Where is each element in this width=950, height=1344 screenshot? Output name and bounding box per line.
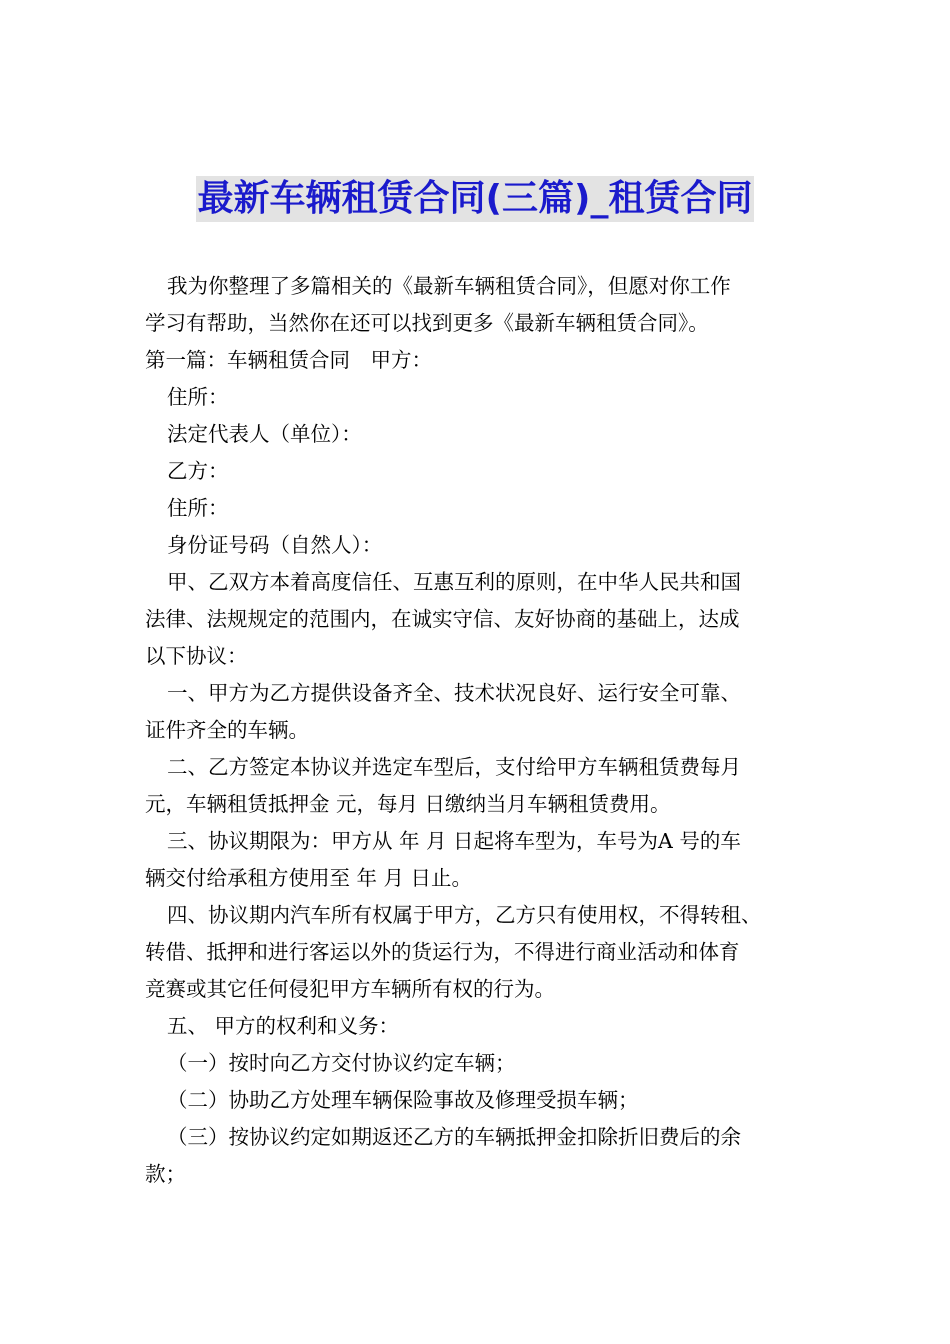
body-line: （二）协助乙方处理车辆保险事故及修理受损车辆； [167,1088,639,1112]
body-line: 四、协议期内汽车所有权属于甲方，乙方只有使用权，不得转租、 [167,903,762,927]
body-line: 辆交付给承租方使用至 年 月 日止。 [145,866,473,890]
body-line: 元，车辆租赁抵押金 元，每月 日缴纳当月车辆租赁费用。 [145,792,671,816]
body-line: 竞赛或其它任何侵犯甲方车辆所有权的行为。 [145,977,555,1001]
body-line: 法定代表人（单位）： [167,422,362,446]
body-line: 乙方： [167,459,229,483]
body-line: 二、乙方签定本协议并选定车型后，支付给甲方车辆租赁费每月 [167,755,741,779]
body-line: 款； [145,1162,186,1186]
body-line: 身份证号码（自然人）： [167,533,383,557]
body-line: 我为你整理了多篇相关的《最新车辆租赁合同》，但愿对你工作 [167,274,731,298]
body-line: （一）按时向乙方交付协议约定车辆； [167,1051,516,1075]
body-line: 证件齐全的车辆。 [145,718,309,742]
body-line: 五、 甲方的权利和义务： [167,1014,400,1038]
body-line: 住所： [167,496,229,520]
document-title: 最新车辆租赁合同(三篇)_租赁合同 [196,176,755,222]
body-line: 三、协议期限为：甲方从 年 月 日起将车型为，车号为A 号的车 [167,829,741,853]
title-container [0,176,950,222]
body-line: 以下协议： [145,644,248,668]
body-line: 第一篇：车辆租赁合同 甲方： [145,348,432,372]
body-line: 学习有帮助，当然你在还可以找到更多《最新车辆租赁合同》。 [145,311,709,335]
body-line: 甲、乙双方本着高度信任、互惠互利的原则，在中华人民共和国 [167,570,741,594]
body-line: 住所： [167,385,229,409]
body-line: 转借、抵押和进行客运以外的货运行为，不得进行商业活动和体育 [145,940,740,964]
body-line: 一、甲方为乙方提供设备齐全、技术状况良好、运行安全可靠、 [167,681,741,705]
body-line: 法律、法规规定的范围内，在诚实守信、友好协商的基础上，达成 [145,607,740,631]
document-body [145,268,807,1193]
body-line: （三）按协议约定如期返还乙方的车辆抵押金扣除折旧费后的余 [167,1125,741,1149]
